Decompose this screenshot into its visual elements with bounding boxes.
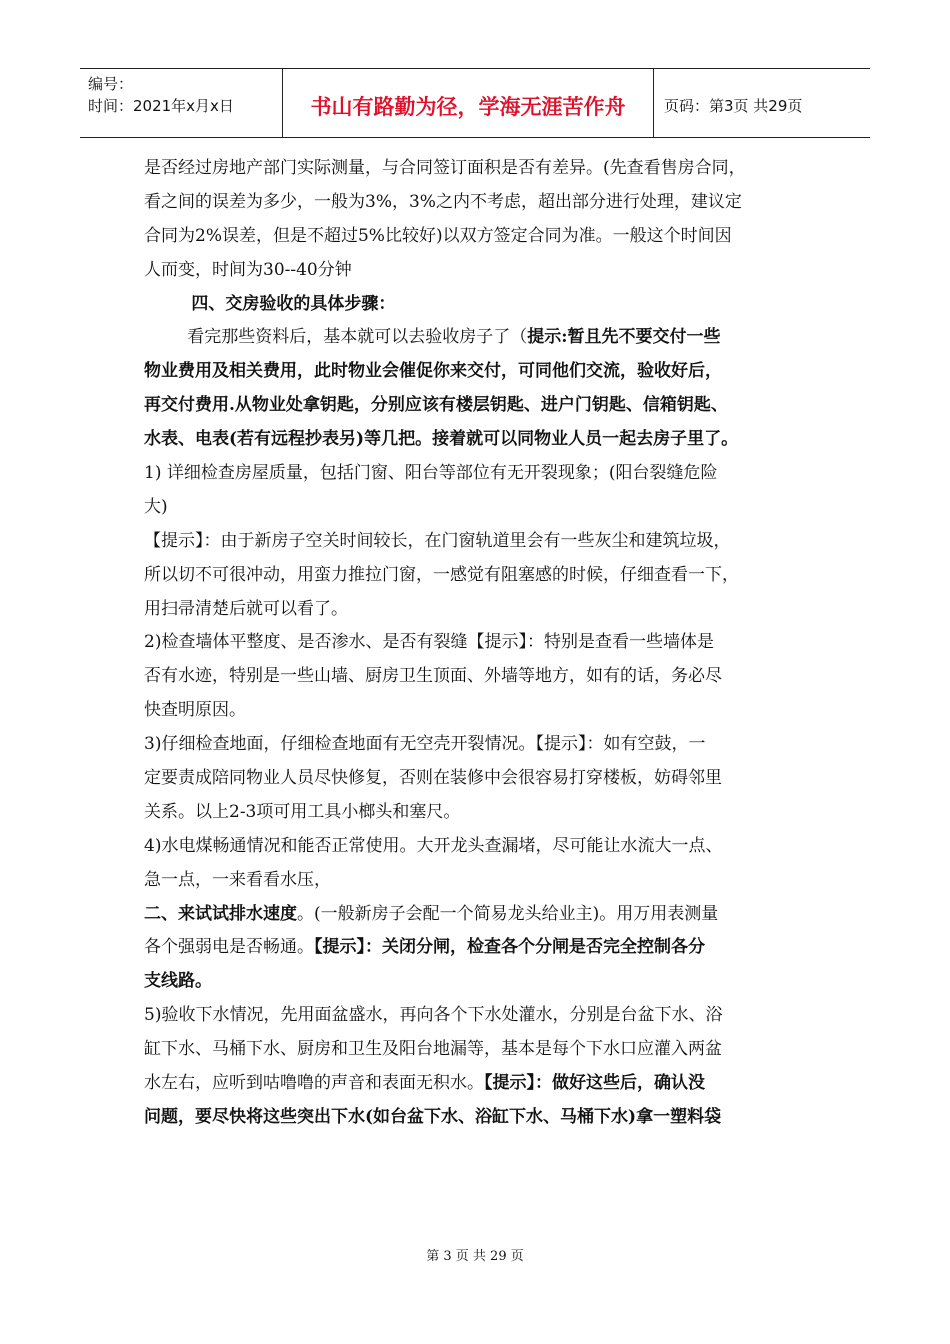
text-segment: 提示:暂且先不要交付一些 (527, 327, 721, 348)
text-line (144, 830, 814, 864)
text-line (144, 152, 814, 186)
text-segment: 2)检查墙体平整度、是否渗水、是否有裂缝【提示】：特别是查看一些墙体是 (144, 632, 714, 653)
text-segment: 1) 详细检查房屋质量，包括门窗、阳台等部位有无开裂现象；(阳台裂缝危险 (144, 463, 718, 484)
text-line (144, 389, 814, 423)
text-segment: 【提示】：做好这些后，确认没 (484, 1073, 705, 1094)
text-line (144, 254, 814, 288)
text-segment: 再交付费用.从物业处拿钥匙，分别应该有楼层钥匙、进户门钥匙、信箱钥匙、 (144, 395, 728, 416)
text-segment: 各个强弱电是否畅通。 (144, 937, 314, 958)
header-meta (80, 69, 282, 137)
text-line (144, 999, 814, 1033)
number-label: 编号： (88, 75, 134, 93)
text-line (144, 457, 814, 491)
text-segment: 否有水迹，特别是一些山墙、厨房卫生顶面、外墙等地方，如有的话，务必尽 (144, 666, 722, 687)
document-body (144, 152, 814, 1135)
text-line (144, 660, 814, 694)
text-line (144, 626, 814, 660)
text-segment: 水左右，应听到咕噜噜的声音和表面无积水。 (144, 1073, 484, 1094)
text-segment: 【提示】：关闭分闸，检查各个分闸是否完全控制各分 (314, 937, 705, 958)
text-segment: 大) (144, 496, 168, 517)
text-line (144, 796, 814, 830)
text-segment: 二、来试试排水速度 (144, 903, 297, 924)
text-segment: 5)验收下水情况，先用面盆盛水，再向各个下水处灌水，分别是台盆下水、浴 (144, 1005, 723, 1026)
text-segment: 用扫帚清楚后就可以看了。 (144, 598, 348, 619)
header-motto: 书山有路勤为径，学海无涯苦作舟 (282, 69, 654, 137)
text-line (144, 898, 814, 932)
text-segment: 合同为2%误差，但是不超过5%比较好)以双方签定合同为准。一般这个时间因 (144, 225, 732, 246)
text-segment: 快查明原因。 (144, 700, 246, 721)
text-line (144, 220, 814, 254)
text-segment: 四、交房验收的具体步骤： (144, 293, 396, 314)
text-segment: 物业费用及相关费用，此时物业会催促你来交付，可同他们交流，验收好后， (144, 361, 722, 382)
page-footer: 第 3 页 共 29 页 (426, 1249, 524, 1264)
text-line (144, 694, 814, 728)
text-line (144, 1033, 814, 1067)
text-line (144, 423, 814, 457)
text-line (144, 728, 814, 762)
text-segment: 看之间的误差为多少，一般为3%，3%之内不考虑，超出部分进行处理，建议定 (144, 191, 742, 212)
time-label: 时间：2021年x月x日 (88, 97, 234, 115)
text-line (144, 186, 814, 220)
text-segment: 【提示】：由于新房子空关时间较长，在门窗轨道里会有一些灰尘和建筑垃圾， (144, 530, 731, 551)
text-line (144, 355, 814, 389)
text-segment: 支线路。 (144, 971, 212, 992)
page-header (80, 68, 870, 138)
text-segment: 水表、电表(若有远程抄表另)等几把。接着就可以同物业人员一起去房子里了。 (144, 429, 739, 450)
text-segment: 是否经过房地产部门实际测量，与合同签订面积是否有差异。(先查看售房合同， (144, 158, 746, 178)
text-segment: 人而变，时间为30--40分钟 (144, 259, 352, 280)
text-segment: 定要责成陪同物业人员尽快修复，否则在装修中会很容易打穿楼板，妨碍邻里 (144, 768, 722, 789)
text-segment: 急一点，一来看看水压， (144, 869, 331, 890)
text-line (144, 525, 814, 559)
text-line (144, 931, 814, 965)
text-segment: 。(一般新房子会配一个简易龙头给业主)。用万用表测量 (297, 903, 719, 924)
header-page-label: 页码：第3页 共29页 (664, 96, 803, 115)
text-line (144, 491, 814, 525)
text-line (144, 321, 814, 355)
text-segment: 3)仔细检查地面，仔细检查地面有无空壳开裂情况。【提示】：如有空鼓，一 (144, 734, 706, 755)
text-segment: 问题，要尽快将这些突出下水(如台盆下水、浴缸下水、马桶下水)拿一塑料袋 (144, 1106, 722, 1127)
text-segment: 缸下水、马桶下水、厨房和卫生及阳台地漏等，基本是每个下水口应灌入两盆 (144, 1039, 722, 1060)
text-line (144, 965, 814, 999)
text-line (144, 864, 814, 898)
text-line (144, 1067, 814, 1101)
text-segment: 关系。以上2-3项可用工具小榔头和塞尺。 (144, 801, 461, 822)
text-line (144, 1101, 814, 1135)
text-line (144, 762, 814, 796)
text-segment: 所以切不可很冲动，用蛮力推拉门窗，一感觉有阻塞感的时候，仔细查看一下， (144, 564, 739, 585)
text-segment: 看完那些资料后，基本就可以去验收房子了（ (144, 327, 528, 348)
text-segment: 4)水电煤畅通情况和能否正常使用。大开龙头查漏堵，尽可能让水流大一点、 (144, 835, 723, 856)
text-line (144, 559, 814, 593)
text-line (144, 593, 814, 627)
text-line (144, 288, 814, 322)
